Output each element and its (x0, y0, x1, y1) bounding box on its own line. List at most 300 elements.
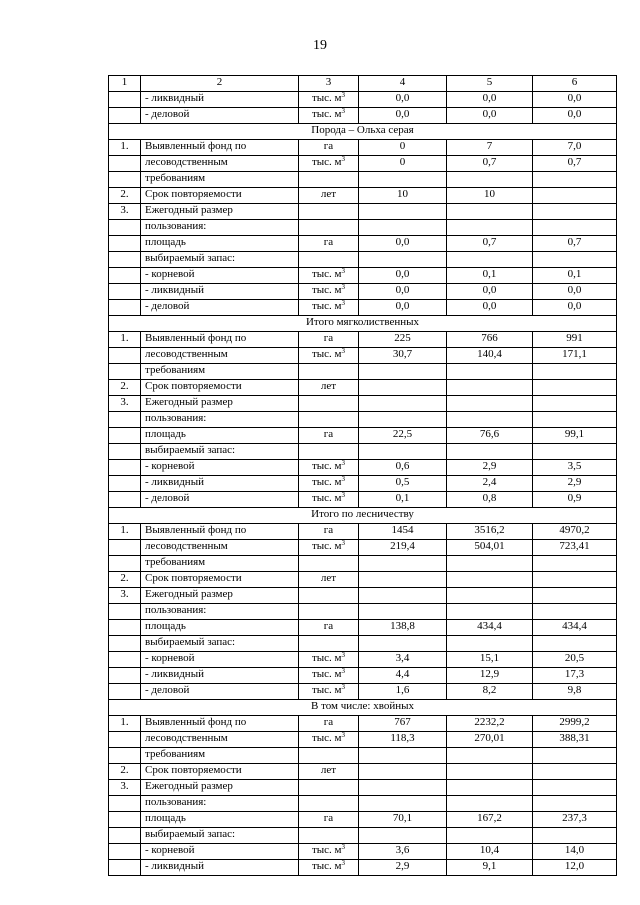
unit-cell: га (299, 812, 359, 828)
row-number-cell (109, 796, 141, 812)
indicator-cell: Ежегодный размер (141, 396, 299, 412)
table-row (109, 284, 617, 300)
value-cell (533, 220, 617, 236)
value-cell (447, 780, 533, 796)
unit-cell (299, 460, 359, 476)
unit-superscript: 3 (341, 91, 346, 99)
unit-superscript: 3 (341, 155, 346, 163)
table-row (109, 220, 617, 236)
value-cell: 167,2 (447, 812, 533, 828)
unit-cell (299, 796, 359, 812)
indicator-cell: лесоводственным (141, 156, 299, 172)
section-row (109, 508, 617, 524)
row-number-cell (109, 492, 141, 508)
indicator-cell: выбираемый запас: (141, 444, 299, 460)
row-number-cell: 1. (109, 140, 141, 156)
table-row (109, 396, 617, 412)
indicator-cell: площадь (141, 812, 299, 828)
value-cell: 76,6 (447, 428, 533, 444)
table-row (109, 332, 617, 348)
value-cell (533, 204, 617, 220)
table-row (109, 188, 617, 204)
value-cell: 0,0 (359, 108, 447, 124)
row-number-cell (109, 172, 141, 188)
indicator-cell: лесоводственным (141, 540, 299, 556)
value-cell: 0,9 (533, 492, 617, 508)
value-cell: 0 (359, 140, 447, 156)
table-row (109, 364, 617, 380)
value-cell (447, 748, 533, 764)
section-title: Итого по лесничеству (109, 508, 617, 524)
value-cell: 9,1 (447, 860, 533, 876)
value-cell (359, 764, 447, 780)
table-row (109, 140, 617, 156)
value-cell: 138,8 (359, 620, 447, 636)
unit-text: тыс. м (311, 268, 342, 280)
row-number-cell (109, 92, 141, 108)
row-number-cell: 3. (109, 204, 141, 220)
value-cell (533, 556, 617, 572)
indicator-cell: требованиям (141, 556, 299, 572)
value-cell (359, 604, 447, 620)
value-cell (359, 396, 447, 412)
indicator-cell: - корневой (141, 652, 299, 668)
unit-superscript: 3 (341, 651, 346, 659)
unit-text: тыс. м (311, 844, 342, 856)
table-row (109, 796, 617, 812)
value-cell: 7,0 (533, 140, 617, 156)
table-row (109, 620, 617, 636)
value-cell (533, 396, 617, 412)
row-number-cell: 2. (109, 188, 141, 204)
unit-text: тыс. м (311, 300, 342, 312)
indicator-cell: - деловой (141, 684, 299, 700)
value-cell (533, 380, 617, 396)
value-cell: 1,6 (359, 684, 447, 700)
indicator-cell: выбираемый запас: (141, 636, 299, 652)
row-number-cell (109, 860, 141, 876)
value-cell (533, 412, 617, 428)
unit-text: тыс. м (311, 732, 342, 744)
value-cell: 4,4 (359, 668, 447, 684)
row-number-cell (109, 428, 141, 444)
value-cell: 237,3 (533, 812, 617, 828)
indicator-cell: Ежегодный размер (141, 588, 299, 604)
value-cell: 20,5 (533, 652, 617, 668)
unit-superscript: 3 (341, 347, 346, 355)
unit-cell (299, 828, 359, 844)
value-cell: 219,4 (359, 540, 447, 556)
unit-cell (299, 780, 359, 796)
unit-text: тыс. м (311, 652, 342, 664)
value-cell: 4970,2 (533, 524, 617, 540)
row-number-cell (109, 668, 141, 684)
unit-superscript: 3 (341, 667, 346, 675)
value-cell (359, 828, 447, 844)
section-row (109, 700, 617, 716)
value-cell (447, 364, 533, 380)
value-cell (533, 588, 617, 604)
value-cell: 3,5 (533, 460, 617, 476)
indicator-cell: - деловой (141, 108, 299, 124)
value-cell: 0,0 (359, 284, 447, 300)
value-cell (533, 444, 617, 460)
value-cell: 0,0 (447, 108, 533, 124)
unit-cell (299, 652, 359, 668)
value-cell: 270,01 (447, 732, 533, 748)
value-cell: 2,4 (447, 476, 533, 492)
value-cell (359, 172, 447, 188)
value-cell: 388,31 (533, 732, 617, 748)
value-cell (533, 764, 617, 780)
value-cell (359, 252, 447, 268)
unit-superscript: 3 (341, 283, 346, 291)
indicator-cell: Ежегодный размер (141, 204, 299, 220)
value-cell: 14,0 (533, 844, 617, 860)
unit-cell (299, 588, 359, 604)
row-number-cell (109, 364, 141, 380)
unit-cell (299, 284, 359, 300)
value-cell: 10 (447, 188, 533, 204)
value-cell (359, 204, 447, 220)
unit-cell (299, 268, 359, 284)
unit-superscript: 3 (341, 299, 346, 307)
row-number-cell (109, 412, 141, 428)
table-row (109, 844, 617, 860)
value-cell: 1454 (359, 524, 447, 540)
unit-superscript: 3 (341, 459, 346, 467)
value-cell (533, 572, 617, 588)
table-row (109, 860, 617, 876)
unit-cell (299, 668, 359, 684)
table-header-row (109, 76, 617, 92)
table-row (109, 588, 617, 604)
row-number-cell (109, 556, 141, 572)
table-row (109, 556, 617, 572)
row-number-cell (109, 748, 141, 764)
row-number-cell: 3. (109, 780, 141, 796)
value-cell (359, 636, 447, 652)
column-header: 2 (141, 76, 299, 92)
table-row (109, 476, 617, 492)
indicator-cell: Выявленный фонд по (141, 140, 299, 156)
table-row (109, 604, 617, 620)
unit-cell: лет (299, 572, 359, 588)
unit-text: тыс. м (311, 108, 342, 120)
indicator-cell: - корневой (141, 460, 299, 476)
value-cell (359, 748, 447, 764)
unit-cell (299, 172, 359, 188)
value-cell (447, 828, 533, 844)
table-row (109, 572, 617, 588)
value-cell (533, 364, 617, 380)
unit-cell: га (299, 140, 359, 156)
indicator-cell: пользования: (141, 796, 299, 812)
value-cell: 140,4 (447, 348, 533, 364)
value-cell: 2,9 (533, 476, 617, 492)
value-cell: 15,1 (447, 652, 533, 668)
value-cell: 0,0 (359, 300, 447, 316)
value-cell (533, 828, 617, 844)
value-cell: 991 (533, 332, 617, 348)
value-cell: 0,0 (533, 300, 617, 316)
table-row (109, 172, 617, 188)
value-cell: 30,7 (359, 348, 447, 364)
table-row (109, 652, 617, 668)
unit-superscript: 3 (341, 491, 346, 499)
row-number-cell (109, 540, 141, 556)
value-cell (447, 764, 533, 780)
row-number-cell: 2. (109, 380, 141, 396)
value-cell: 3,6 (359, 844, 447, 860)
unit-cell (299, 92, 359, 108)
value-cell: 0,1 (359, 492, 447, 508)
indicator-cell: - ликвидный (141, 668, 299, 684)
unit-cell (299, 412, 359, 428)
row-number-cell: 1. (109, 524, 141, 540)
indicator-cell: Срок повторяемости (141, 380, 299, 396)
value-cell (447, 380, 533, 396)
unit-cell: га (299, 428, 359, 444)
unit-superscript: 3 (341, 859, 346, 867)
forest-use-table (108, 75, 617, 876)
value-cell: 766 (447, 332, 533, 348)
table-row (109, 812, 617, 828)
value-cell: 0,0 (447, 92, 533, 108)
value-cell (533, 636, 617, 652)
value-cell: 225 (359, 332, 447, 348)
value-cell (447, 796, 533, 812)
column-header: 4 (359, 76, 447, 92)
row-number-cell: 2. (109, 764, 141, 780)
indicator-cell: лесоводственным (141, 348, 299, 364)
value-cell (359, 780, 447, 796)
value-cell: 10 (359, 188, 447, 204)
unit-text: тыс. м (311, 860, 342, 872)
value-cell: 0,7 (533, 236, 617, 252)
value-cell (359, 380, 447, 396)
unit-cell (299, 748, 359, 764)
unit-superscript: 3 (341, 267, 346, 275)
value-cell (359, 412, 447, 428)
indicator-cell: Срок повторяемости (141, 572, 299, 588)
table-row (109, 668, 617, 684)
indicator-cell: - ликвидный (141, 92, 299, 108)
value-cell: 171,1 (533, 348, 617, 364)
indicator-cell: пользования: (141, 604, 299, 620)
unit-cell (299, 476, 359, 492)
table-body (109, 92, 617, 876)
value-cell: 22,5 (359, 428, 447, 444)
value-cell (447, 252, 533, 268)
table-row (109, 156, 617, 172)
unit-cell: га (299, 332, 359, 348)
indicator-cell: требованиям (141, 364, 299, 380)
unit-cell: га (299, 524, 359, 540)
value-cell (533, 604, 617, 620)
table-row (109, 380, 617, 396)
value-cell: 8,2 (447, 684, 533, 700)
value-cell: 3516,2 (447, 524, 533, 540)
table-row (109, 444, 617, 460)
indicator-cell: выбираемый запас: (141, 252, 299, 268)
value-cell (447, 556, 533, 572)
unit-cell: лет (299, 764, 359, 780)
table-row (109, 460, 617, 476)
row-number-cell (109, 252, 141, 268)
unit-cell (299, 844, 359, 860)
row-number-cell: 1. (109, 716, 141, 732)
value-cell: 10,4 (447, 844, 533, 860)
row-number-cell: 3. (109, 588, 141, 604)
indicator-cell: - деловой (141, 300, 299, 316)
value-cell (533, 780, 617, 796)
row-number-cell: 3. (109, 396, 141, 412)
value-cell: 2,9 (359, 860, 447, 876)
value-cell: 17,3 (533, 668, 617, 684)
value-cell: 0,5 (359, 476, 447, 492)
value-cell: 434,4 (447, 620, 533, 636)
value-cell: 2232,2 (447, 716, 533, 732)
unit-cell (299, 348, 359, 364)
unit-cell (299, 300, 359, 316)
value-cell: 2999,2 (533, 716, 617, 732)
row-number-cell (109, 812, 141, 828)
unit-cell: га (299, 620, 359, 636)
row-number-cell (109, 156, 141, 172)
indicator-cell: площадь (141, 428, 299, 444)
value-cell (447, 588, 533, 604)
value-cell (359, 220, 447, 236)
table-row (109, 268, 617, 284)
value-cell: 0,0 (533, 92, 617, 108)
unit-text: тыс. м (311, 476, 342, 488)
unit-text: тыс. м (311, 492, 342, 504)
unit-cell (299, 364, 359, 380)
column-header: 6 (533, 76, 617, 92)
section-title: Итого мягколиственных (109, 316, 617, 332)
value-cell: 0,0 (359, 92, 447, 108)
row-number-cell (109, 268, 141, 284)
row-number-cell (109, 732, 141, 748)
indicator-cell: - корневой (141, 844, 299, 860)
indicator-cell: - ликвидный (141, 476, 299, 492)
table-row (109, 636, 617, 652)
section-row (109, 316, 617, 332)
value-cell (447, 412, 533, 428)
indicator-cell: - ликвидный (141, 860, 299, 876)
section-title: В том числе: хвойных (109, 700, 617, 716)
indicator-cell: Выявленный фонд по (141, 716, 299, 732)
unit-cell (299, 252, 359, 268)
unit-cell (299, 556, 359, 572)
unit-cell (299, 860, 359, 876)
indicator-cell: площадь (141, 620, 299, 636)
column-header: 3 (299, 76, 359, 92)
table-row (109, 348, 617, 364)
row-number-cell (109, 636, 141, 652)
row-number-cell (109, 460, 141, 476)
indicator-cell: - ликвидный (141, 284, 299, 300)
unit-superscript: 3 (341, 107, 346, 115)
table-row (109, 716, 617, 732)
table-row (109, 92, 617, 108)
value-cell: 767 (359, 716, 447, 732)
unit-text: тыс. м (311, 540, 342, 552)
value-cell: 0,7 (447, 156, 533, 172)
unit-superscript: 3 (341, 475, 346, 483)
row-number-cell (109, 652, 141, 668)
value-cell: 0,0 (359, 236, 447, 252)
value-cell (359, 556, 447, 572)
value-cell (533, 796, 617, 812)
row-number-cell (109, 604, 141, 620)
indicator-cell: Выявленный фонд по (141, 332, 299, 348)
indicator-cell: площадь (141, 236, 299, 252)
value-cell (359, 572, 447, 588)
value-cell: 0,0 (359, 268, 447, 284)
value-cell: 504,01 (447, 540, 533, 556)
row-number-cell (109, 236, 141, 252)
value-cell: 2,9 (447, 460, 533, 476)
value-cell (533, 172, 617, 188)
value-cell (447, 204, 533, 220)
table-row (109, 236, 617, 252)
table-row (109, 492, 617, 508)
unit-cell (299, 732, 359, 748)
unit-text: тыс. м (311, 668, 342, 680)
value-cell (533, 188, 617, 204)
row-number-cell (109, 620, 141, 636)
indicator-cell: пользования: (141, 412, 299, 428)
value-cell (447, 396, 533, 412)
value-cell: 0,6 (359, 460, 447, 476)
unit-text: тыс. м (311, 156, 342, 168)
value-cell: 0,8 (447, 492, 533, 508)
indicator-cell: Выявленный фонд по (141, 524, 299, 540)
value-cell: 0,0 (533, 108, 617, 124)
indicator-cell: выбираемый запас: (141, 828, 299, 844)
table-row (109, 252, 617, 268)
unit-text: тыс. м (311, 284, 342, 296)
table-row (109, 428, 617, 444)
value-cell (447, 604, 533, 620)
value-cell: 723,41 (533, 540, 617, 556)
unit-cell (299, 684, 359, 700)
unit-cell (299, 220, 359, 236)
value-cell: 0,0 (447, 300, 533, 316)
value-cell: 7 (447, 140, 533, 156)
row-number-cell: 2. (109, 572, 141, 588)
table-row (109, 540, 617, 556)
value-cell (359, 796, 447, 812)
unit-cell (299, 444, 359, 460)
unit-cell (299, 156, 359, 172)
value-cell: 118,3 (359, 732, 447, 748)
unit-superscript: 3 (341, 683, 346, 691)
table-row (109, 764, 617, 780)
value-cell (447, 636, 533, 652)
value-cell (533, 748, 617, 764)
table-row (109, 684, 617, 700)
unit-cell: га (299, 236, 359, 252)
value-cell: 0,7 (447, 236, 533, 252)
table-row (109, 204, 617, 220)
value-cell: 0,0 (447, 284, 533, 300)
unit-superscript: 3 (341, 539, 346, 547)
row-number-cell (109, 444, 141, 460)
indicator-cell: требованиям (141, 748, 299, 764)
